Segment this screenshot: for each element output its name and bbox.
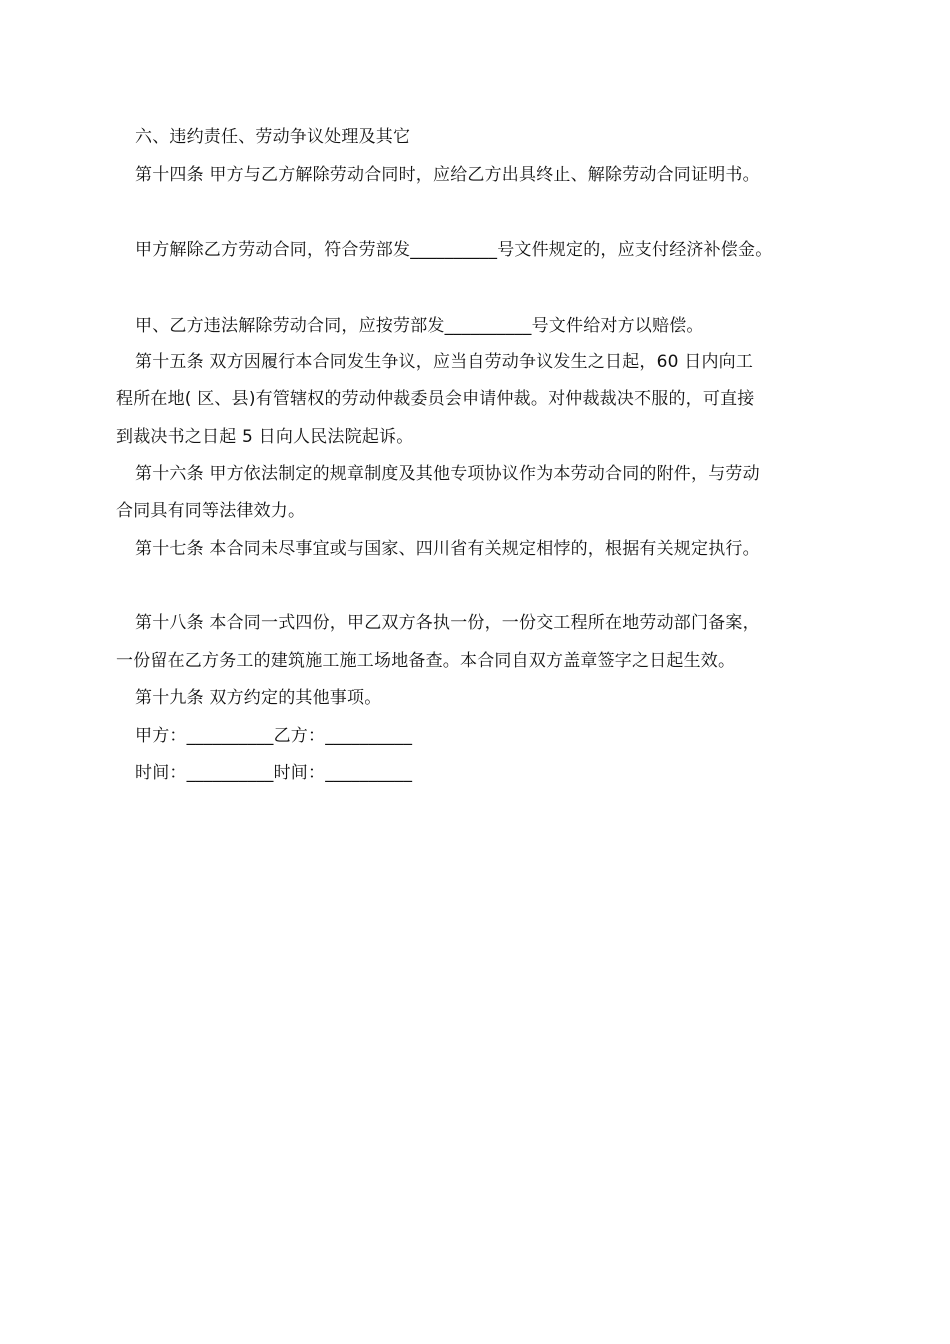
article-19: 第十九条 双方约定的其他事项。 (135, 688, 382, 708)
article-18-line-2: 一份留在乙方务工的建筑施工施工场地备查。本合同自双方盖章签字之日起生效。 (116, 651, 736, 671)
article-14-paragraph-2: 甲方解除乙方劳动合同，符合劳部发__________号文件规定的，应支付经济补偿金。 (135, 240, 773, 260)
section-heading: 六、违约责任、劳动争议处理及其它 (135, 127, 411, 147)
article-14-paragraph-1: 第十四条 甲方与乙方解除劳动合同时，应给乙方出具终止、解除劳动合同证明书。 (135, 165, 760, 185)
article-15-line-2: 程所在地( 区、县)有管辖权的劳动仲裁委员会申请仲裁。对仲裁裁决不服的，可直接 (116, 389, 755, 409)
article-15-line-1: 第十五条 双方因履行本合同发生争议，应当自劳动争议发生之日起，60 日内向工 (135, 352, 754, 372)
article-17: 第十七条 本合同未尽事宜或与国家、四川省有关规定相悖的，根据有关规定执行。 (135, 539, 760, 559)
article-15-line-3: 到裁决书之日起 5 日向人民法院起诉。 (116, 427, 414, 447)
signature-parties: 甲方：__________乙方：__________ (135, 726, 413, 746)
article-16-line-2: 合同具有同等法律效力。 (116, 501, 306, 521)
article-18-line-1: 第十八条 本合同一式四份，甲乙双方各执一份，一份交工程所在地劳动部门备案， (135, 613, 760, 633)
signature-dates: 时间：__________时间：__________ (135, 763, 413, 783)
article-16-line-1: 第十六条 甲方依法制定的规章制度及其他专项协议作为本劳动合同的附件，与劳动 (135, 464, 760, 484)
article-14-paragraph-3: 甲、乙方违法解除劳动合同，应按劳部发__________号文件给对方以赔偿。 (135, 316, 704, 336)
